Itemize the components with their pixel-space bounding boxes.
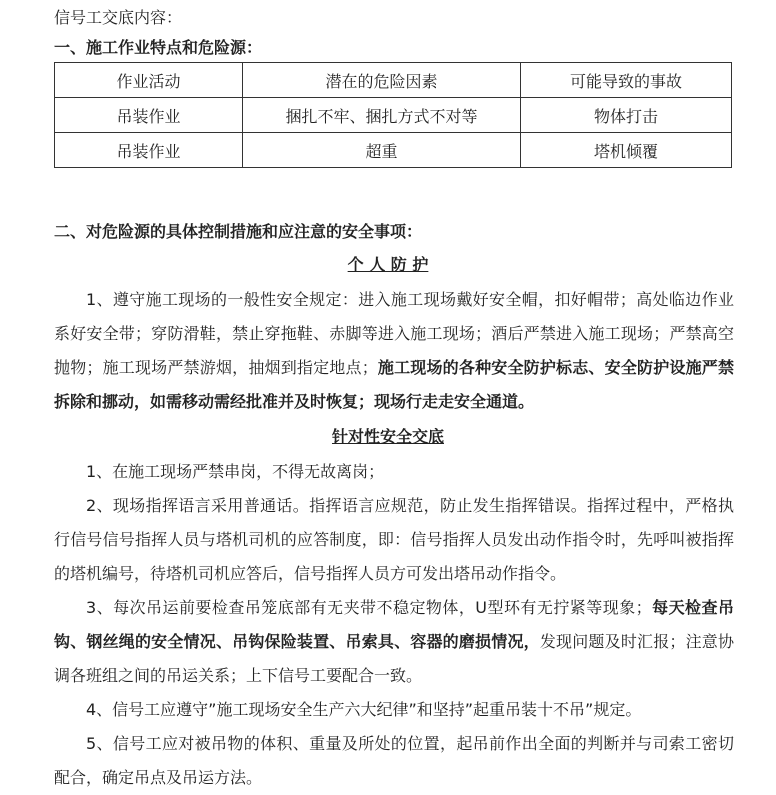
targeted-item-3-text-b: 发现问题及时汇报；注意协调各班组之间的吊运关系；上下信号工要配合一致。	[54, 632, 734, 685]
table-cell: 捆扎不牢、捆扎方式不对等	[243, 98, 521, 133]
targeted-item-2: 2、现场指挥语言采用普通话。指挥语言应规范，防止发生指挥错误。指挥过程中，严格执行信号信号指挥人员与塔机司机的应答制度，即：信号指挥人员发出动作指令时，先呼叫被指挥的塔机编号，待塔机司机应答后，信号指挥人员方可发出塔吊动作指令。	[54, 496, 734, 583]
targeted-safety-heading: 针对性安全交底	[331, 427, 444, 446]
table-cell: 塔机倾覆	[521, 133, 732, 168]
targeted-item-3-bold-text: 每天检查吊钩、钢丝绳的安全情况、吊钩保险装置、吊索具、容器的磨损情况，	[54, 598, 734, 651]
personal-protection-heading: 个 人 防 护	[347, 255, 429, 274]
table-header-cell: 作业活动	[55, 63, 243, 98]
table-header-cell: 潜在的危险因素	[243, 63, 521, 98]
hazard-table	[54, 62, 732, 168]
personal-protection-text: 1、遵守施工现场的一般性安全规定：进入施工现场戴好安全帽，扣好帽带；高处临边作业系好安全带；穿防滑鞋，禁止穿拖鞋、赤脚等进入施工现场；酒后严禁进入施工现场；严禁高空抛物；施工现场严禁游烟，抽烟到指定地点；	[54, 290, 734, 377]
table-row	[55, 133, 732, 168]
table-cell: 物体打击	[521, 98, 732, 133]
table-row	[55, 98, 732, 133]
section1-title: 一、施工作业特点和危险源：	[54, 38, 263, 57]
table-cell: 吊装作业	[55, 133, 243, 168]
table-cell: 超重	[243, 133, 521, 168]
targeted-item-3-text-a: 3、每次吊运前要检查吊笼底部有无夹带不稳定物体，U型环有无拧紧等现象；	[86, 598, 652, 617]
intro-text: 信号工交底内容：	[54, 8, 183, 27]
personal-protection-paragraph	[54, 283, 734, 419]
targeted-item-3	[54, 591, 734, 693]
targeted-item-1: 1、在施工现场严禁串岗，不得无故离岗；	[86, 462, 385, 481]
targeted-item-5: 5、信号工应对被吊物的体积、重量及所处的位置，起吊前作出全面的判断并与司索工密切配合，确定吊点及吊运方法。	[54, 734, 734, 787]
targeted-item-4: 4、信号工应遵守”施工现场安全生产六大纪律”和坚持”起重吊装十不吊”规定。	[86, 700, 642, 719]
table-header-row	[55, 63, 732, 98]
section2-title: 二、对危险源的具体控制措施和应注意的安全事项：	[54, 222, 423, 241]
table-cell: 吊装作业	[55, 98, 243, 133]
personal-protection-bold-text: 施工现场的各种安全防护标志、安全防护设施严禁拆除和挪动，如需移动需经批准并及时恢复；现场行走走安全通道。	[54, 358, 734, 411]
table-header-cell: 可能导致的事故	[521, 63, 732, 98]
